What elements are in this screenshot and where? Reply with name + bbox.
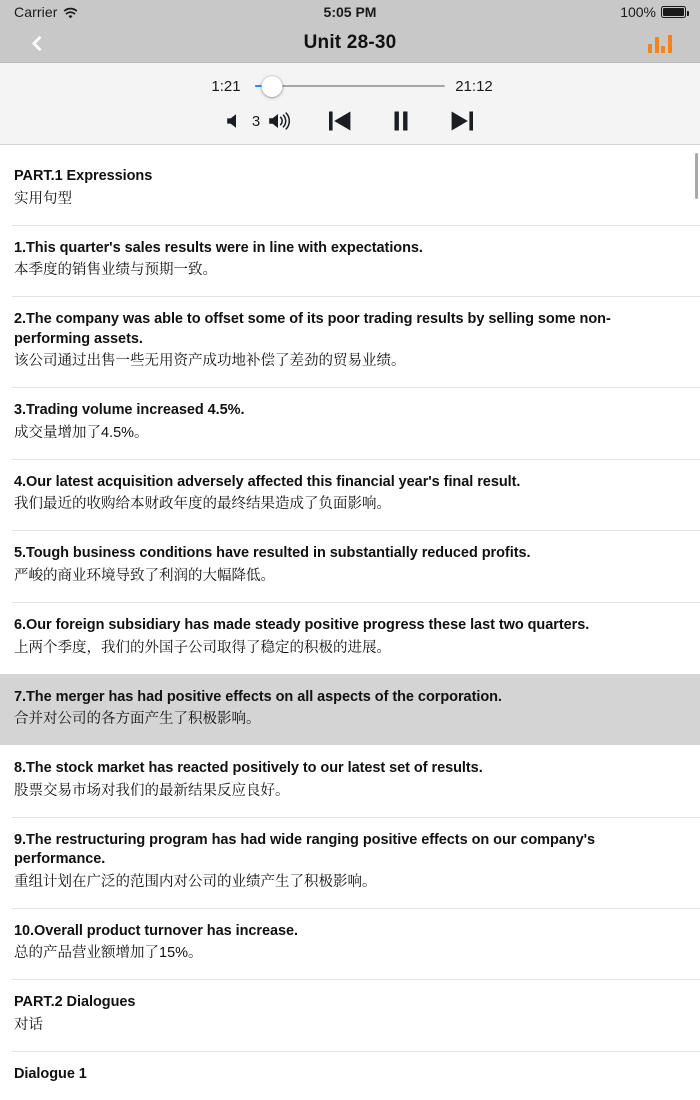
progress-slider[interactable] — [255, 73, 445, 99]
list-item-chinese: 对话 — [14, 1017, 43, 1034]
list-item-chinese: 我们最近的收购给本财政年度的最终结果造成了负面影响。 — [14, 496, 391, 513]
list-item-english: 4.Our latest acquisition adversely affected this financial year's final result. — [14, 473, 521, 490]
status-bar-clock: 5:05 PM — [323, 4, 377, 20]
equalizer-icon[interactable] — [648, 33, 672, 53]
battery-icon — [661, 6, 686, 18]
list-item[interactable] — [0, 979, 700, 1051]
elapsed-time-label: 1:21 — [211, 77, 241, 95]
list-item-chinese: 上两个季度，我们的外国子公司取得了稳定的积极的进展。 — [14, 639, 391, 656]
list-item-chinese: 实用句型 — [14, 190, 72, 207]
list-item[interactable] — [0, 459, 700, 531]
status-bar-left — [14, 4, 78, 20]
list-item-english: Dialogue 1 — [14, 1066, 87, 1083]
list-item[interactable] — [0, 225, 700, 297]
list-item-chinese: 该公司通过出售一些无用资产成功地补偿了差劲的贸易业绩。 — [14, 353, 406, 370]
list-item-english: PART.1 Expressions — [14, 168, 153, 184]
list-item-chinese: 重组计划在广泛的范围内对公司的业绩产生了积极影响。 — [14, 873, 377, 890]
list-item-english: 10.Overall product turnover has increase. — [14, 922, 299, 939]
list-item[interactable] — [0, 602, 700, 674]
list-body — [0, 153, 700, 1100]
vertical-scrollbar[interactable] — [695, 153, 698, 199]
wifi-icon — [63, 7, 78, 19]
volume-level-label: 3 — [251, 112, 261, 130]
list-item-english: 9.The restructuring program has had wide ranging positive effects on our company's performance. — [14, 831, 596, 868]
transport-controls — [0, 101, 700, 141]
list-item[interactable] — [0, 296, 700, 387]
list-item-english: PART.2 Dialogues — [14, 994, 136, 1011]
sentence-list[interactable] — [0, 145, 700, 1083]
list-item[interactable] — [0, 387, 700, 459]
navigation-bar — [0, 24, 700, 62]
audio-player — [0, 62, 700, 145]
status-bar-right — [620, 4, 686, 20]
list-item-chinese: 总的产品营业额增加了15%。 — [14, 945, 203, 962]
list-item[interactable] — [0, 153, 700, 225]
list-item-english: 8.The stock market has reacted positively to our latest set of results. — [14, 760, 483, 777]
list-item-chinese: 合并对公司的各方面产生了积极影响。 — [14, 711, 261, 728]
chevron-left-icon — [31, 35, 47, 51]
list-item-english: 5.Tough business conditions have resulted in substantially reduced profits. — [14, 545, 531, 562]
next-track-button[interactable] — [448, 108, 476, 134]
list-item-english: 3.Trading volume increased 4.5%. — [14, 402, 245, 419]
list-item[interactable] — [0, 674, 700, 746]
list-item-chinese: 严峻的商业环境导致了利润的大幅降低。 — [14, 568, 275, 585]
list-item-chinese: 成交量增加了4.5%。 — [14, 424, 149, 441]
volume-group — [225, 111, 298, 131]
back-button[interactable] — [22, 26, 56, 60]
list-item-english: 7.The merger has had positive effects on all aspects of the corporation. — [14, 688, 502, 705]
list-item[interactable] — [0, 745, 700, 817]
list-top-spacer — [0, 145, 700, 153]
list-item[interactable] — [0, 530, 700, 602]
page-title: Unit 28-30 — [303, 32, 397, 53]
list-item-chinese: 本季度的销售业绩与预期一致。 — [14, 262, 217, 279]
volume-up-icon[interactable] — [268, 111, 298, 131]
previous-track-button[interactable] — [326, 108, 354, 134]
battery-percent-label: 100% — [620, 4, 656, 20]
slider-thumb[interactable] — [262, 76, 283, 97]
list-item-english: 2.The company was able to offset some of its poor trading results by selling some non-performing assets. — [14, 311, 611, 347]
volume-down-icon[interactable] — [225, 112, 245, 130]
carrier-label: Carrier — [14, 4, 58, 20]
list-item[interactable] — [0, 817, 700, 908]
slider-track — [255, 85, 445, 87]
list-item[interactable] — [0, 908, 700, 980]
play-pause-button[interactable] — [389, 108, 413, 134]
list-item[interactable] — [0, 1051, 700, 1100]
progress-row — [0, 71, 700, 101]
list-item-english: 1.This quarter's sales results were in line with expectations. — [14, 239, 423, 256]
status-bar — [0, 0, 700, 24]
list-item-english: 6.Our foreign subsidiary has made steady positive progress these last two quarters. — [14, 617, 590, 634]
list-item-chinese: 股票交易市场对我们的最新结果反应良好。 — [14, 782, 290, 799]
total-time-label: 21:12 — [455, 77, 493, 95]
